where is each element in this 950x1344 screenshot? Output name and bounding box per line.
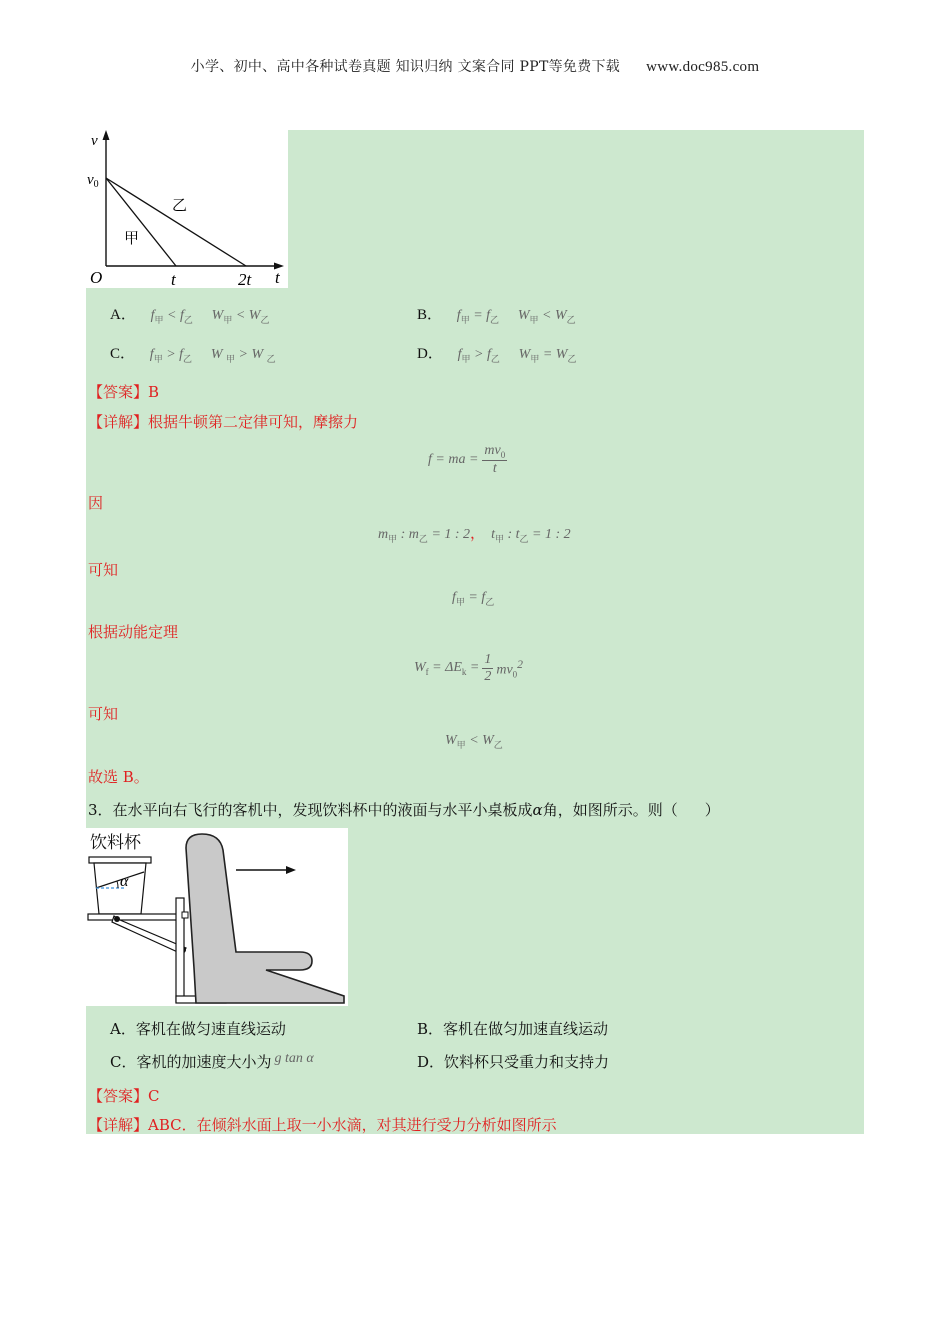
page-header [0,56,950,76]
q2-option-c[interactable]: C． $f_甲 > f_乙$ W $_甲$ > W $_乙$ [110,346,276,364]
q3-stem: 3．在水平向右飞行的客机中，发现饮料杯中的液面与水平小桌板成α角，如图所示。则（ ） [88,801,720,819]
q3-detail: 【详解】ABC．在倾斜水面上取一小水滴，对其进行受力分析如图所示 [88,1116,557,1134]
tick-2t-label: 2t [238,270,252,288]
formula-f-equal: $f_甲 = f_乙$ [452,590,495,607]
q2-option-a-f: $f_甲 < f_乙$ [150,308,193,325]
label-yi: 乙 [172,198,188,214]
tray-table [88,914,184,920]
q2-dongneng: 根据动能定理 [88,623,179,641]
q3-option-c[interactable]: C．客机的加速度大小为 g tan α [110,1051,314,1071]
tick-t-label: t [171,270,176,288]
q3-option-b[interactable]: B．客机在做匀加速直线运动 [417,1020,609,1038]
tray-strut [112,916,186,954]
q2-option-b[interactable]: B． $f_甲 = f_乙$ $W_甲 < W_乙$ [417,307,576,325]
q2-yin: 因 [88,494,104,512]
y-axis-label: v [91,133,98,149]
header-text: 小学、初中、高中各种试卷真题 知识归纳 文案合同 PPT等免费下载 [190,59,621,75]
q2-option-b-w: $W_甲 < W_乙$ [517,308,576,325]
q2-option-d-w: $W_甲 = W_乙$ [518,347,577,364]
cup-label: 饮料杯 [90,833,141,853]
q2-option-c-w: W $_甲$ > W $_乙$ [210,347,276,364]
q3-figure [86,828,348,1006]
q2-keyizhi-2: 可知 [88,705,119,723]
q2-keyizhi-1: 可知 [88,561,119,579]
seat [186,834,344,1003]
header-site-link[interactable]: www.doc985.com [646,59,760,75]
x-axis-label: t [275,268,280,287]
cup [89,857,151,914]
q2-option-a-w: $W_甲 < W_乙$ [211,308,270,325]
q2-conclusion: 故选 B。 [88,768,149,786]
q2-option-d-f: $f_甲 > f_乙$ [457,347,500,364]
q2-answer: 【答案】B [88,383,160,401]
highlight-block-1 [287,130,864,288]
label-jia: 甲 [124,231,140,247]
formula-f-ma: f = ma = $\frac{mv_0}{t}$ [428,443,506,476]
highlight-block-3 [348,828,864,1006]
vt-graph [86,128,288,288]
q2-option-d[interactable]: D． $f_甲 > f_乙$ $W_甲 = W_乙$ [417,346,577,364]
alpha-label: α [120,873,129,890]
formula-w-compare: $W_甲 < W_乙$ [445,733,503,750]
origin-label: O [90,268,103,287]
q2-option-b-f: $f_甲 = f_乙$ [456,308,500,325]
formula-ratios: $m_甲$ : $m_乙 = 1$ : 2， $t_甲$ : $t_乙 = 1$ : 2 [378,526,571,544]
q2-option-c-f: $f_甲 > f_乙$ [149,347,193,364]
v0-label: $v_0$ [87,172,99,190]
q3-answer: 【答案】C [88,1087,160,1105]
q2-detail-line1: 【详解】根据牛顿第二定律可知，摩擦力 [88,413,359,431]
formula-work-energy: $W_f = \Delta E_k$ = $\frac{1}{2}$ $mv_0^2$ [414,652,523,684]
q3-option-d[interactable]: D．饮料杯只受重力和支持力 [417,1053,610,1071]
q3-option-a[interactable]: A．客机在做匀速直线运动 [110,1020,286,1038]
q2-option-a[interactable]: A． $f_甲 < f_乙$ $W_甲 < W_乙$ [110,307,270,325]
